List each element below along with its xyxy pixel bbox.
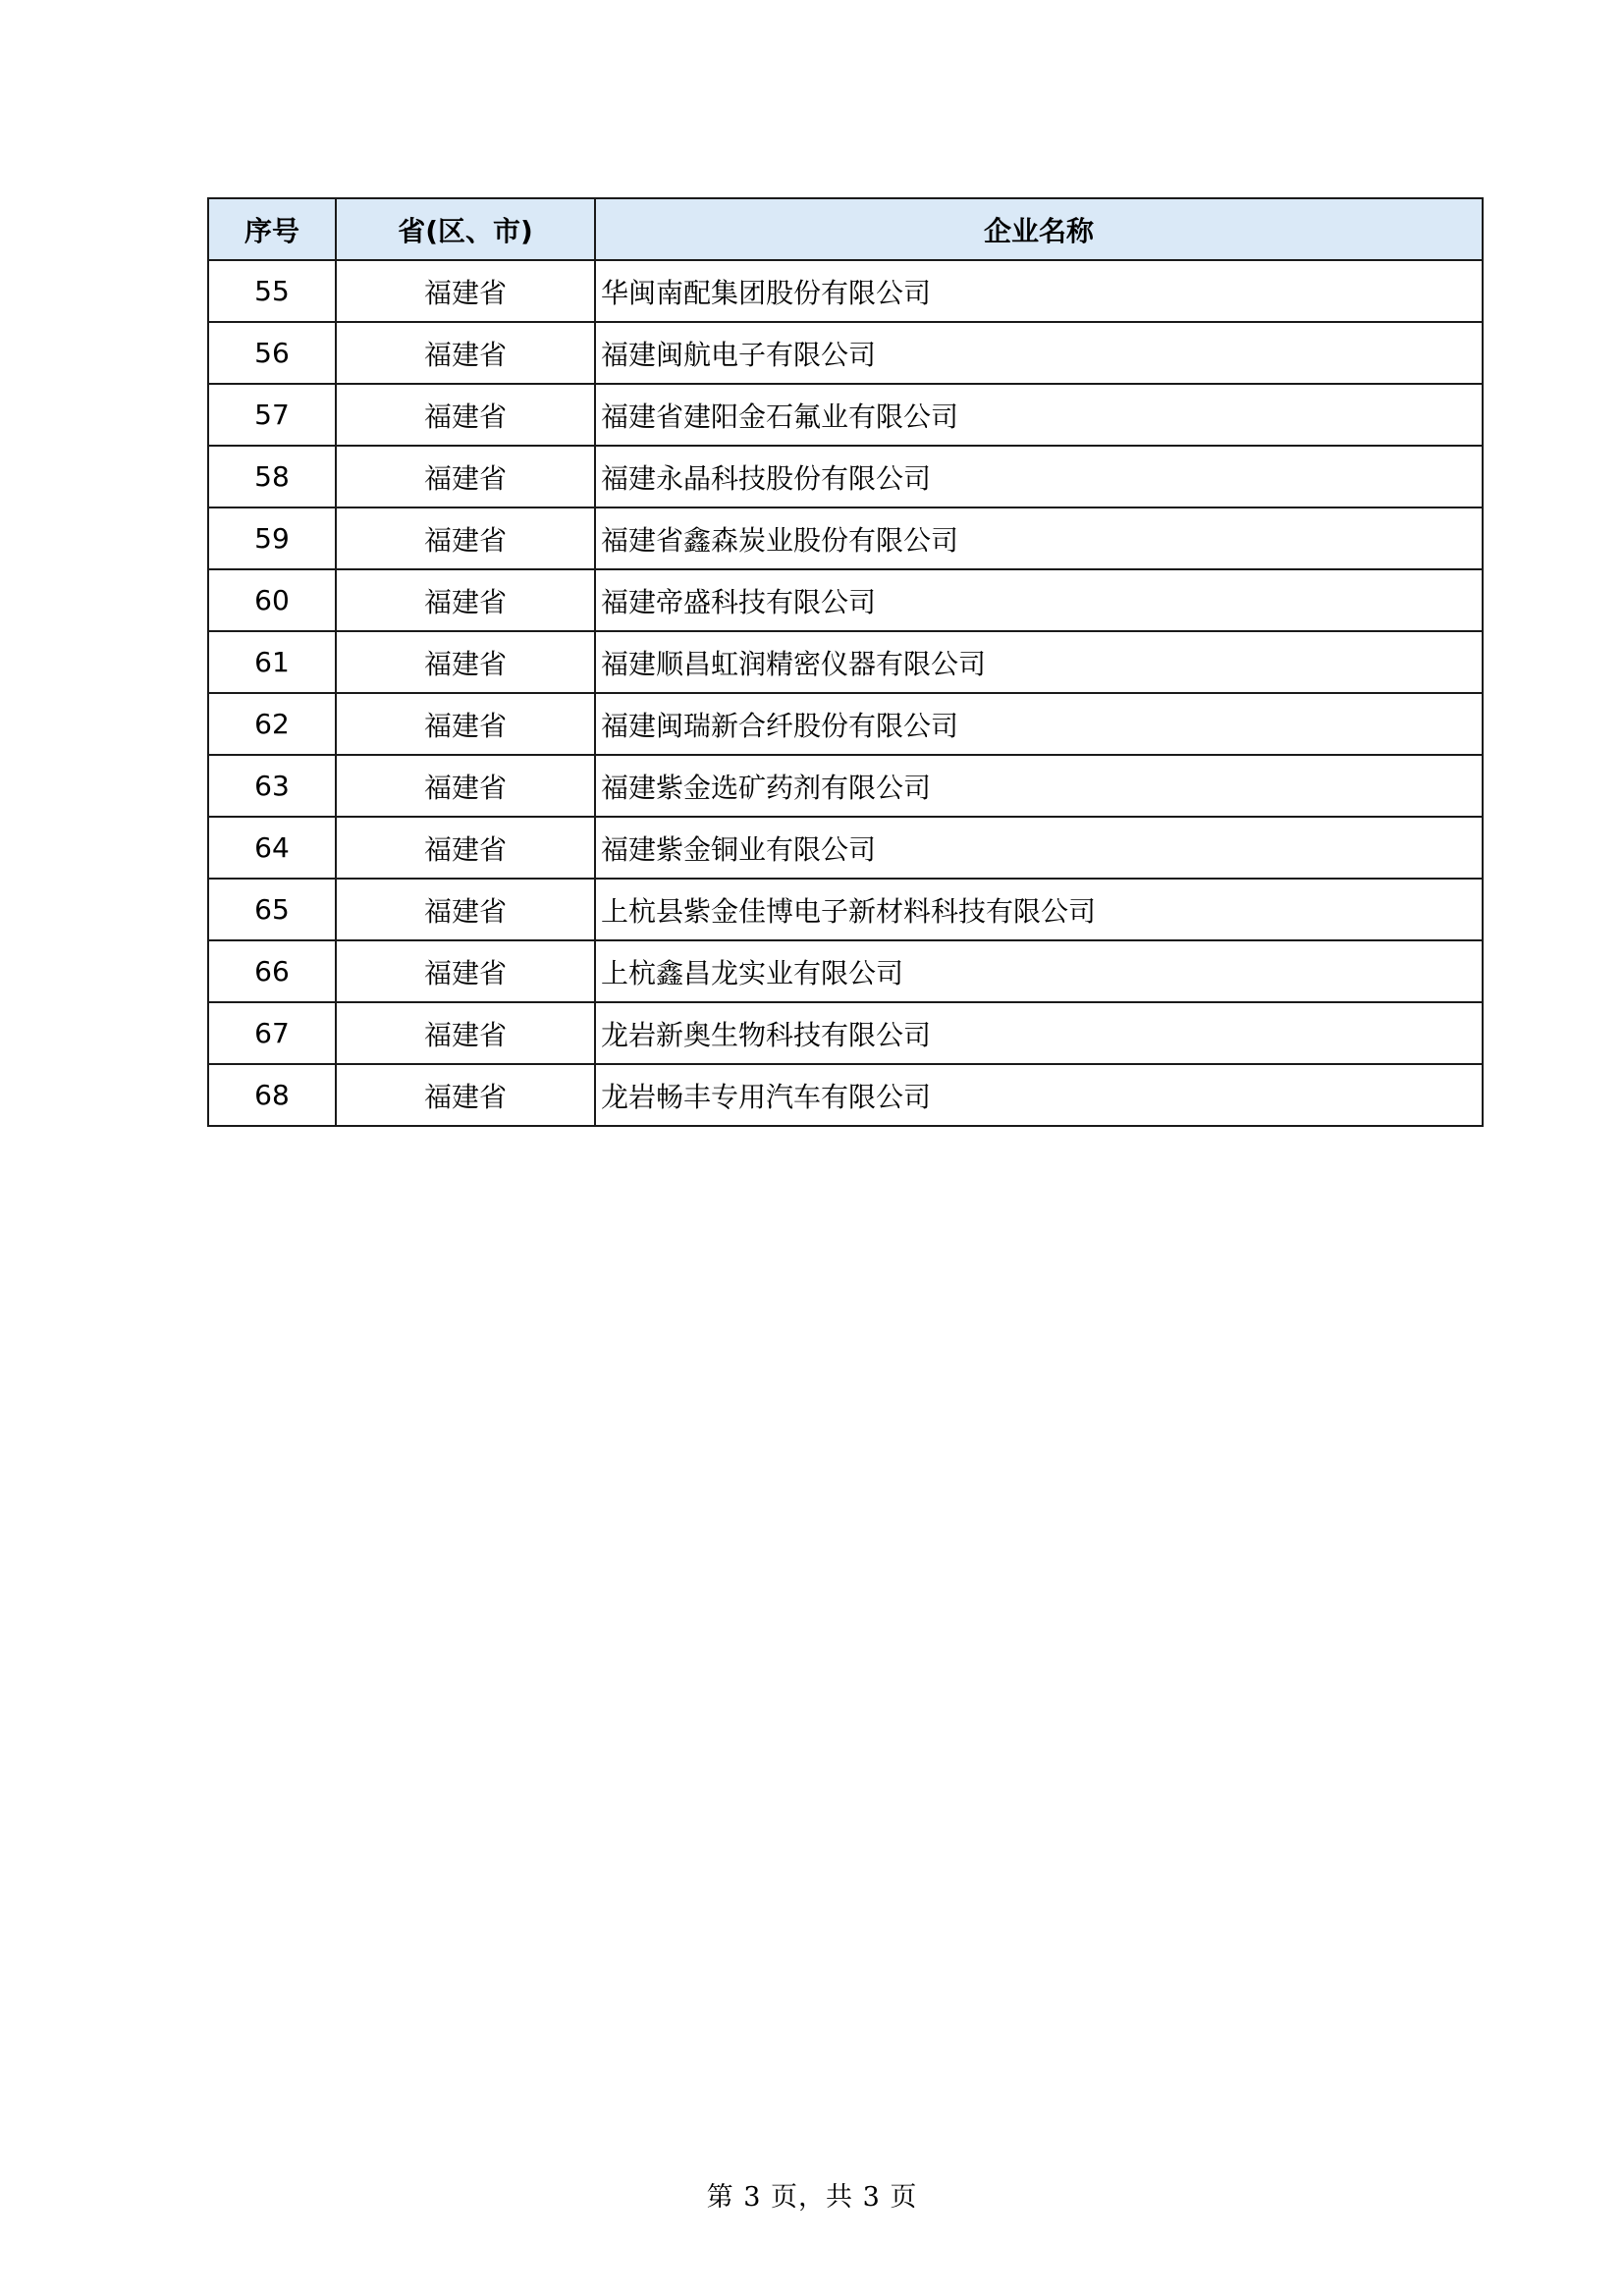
table-row: [208, 631, 1483, 693]
row-province: 福建省: [336, 260, 595, 322]
row-province: 福建省: [336, 446, 595, 507]
row-company: 龙岩畅丰专用汽车有限公司: [595, 1064, 1483, 1126]
table-row: [208, 569, 1483, 631]
row-company: 福建闽瑞新合纤股份有限公司: [595, 693, 1483, 755]
table-row: [208, 940, 1483, 1002]
table-row: [208, 507, 1483, 569]
company-table: [207, 197, 1484, 1127]
row-province: 福建省: [336, 631, 595, 693]
row-number: 56: [208, 322, 336, 384]
row-company: 福建紫金铜业有限公司: [595, 817, 1483, 879]
row-company: 福建顺昌虹润精密仪器有限公司: [595, 631, 1483, 693]
table-row: [208, 1002, 1483, 1064]
table-row: [208, 446, 1483, 507]
row-company: 福建紫金选矿药剂有限公司: [595, 755, 1483, 817]
table-row: [208, 755, 1483, 817]
table-row: [208, 322, 1483, 384]
row-number: 60: [208, 569, 336, 631]
row-company: 福建闽航电子有限公司: [595, 322, 1483, 384]
header-number: 序号: [208, 198, 336, 260]
table-row: [208, 384, 1483, 446]
row-province: 福建省: [336, 1064, 595, 1126]
row-number: 65: [208, 879, 336, 940]
row-province: 福建省: [336, 384, 595, 446]
row-company: 福建省建阳金石氟业有限公司: [595, 384, 1483, 446]
row-number: 67: [208, 1002, 336, 1064]
page-number-footer: 第 3 页，共 3 页: [706, 2182, 918, 2213]
row-company: 上杭县紫金佳博电子新材料科技有限公司: [595, 879, 1483, 940]
row-province: 福建省: [336, 940, 595, 1002]
row-number: 68: [208, 1064, 336, 1126]
row-province: 福建省: [336, 755, 595, 817]
row-number: 61: [208, 631, 336, 693]
row-company: 龙岩新奥生物科技有限公司: [595, 1002, 1483, 1064]
row-province: 福建省: [336, 879, 595, 940]
table-row: [208, 817, 1483, 879]
row-province: 福建省: [336, 1002, 595, 1064]
row-number: 57: [208, 384, 336, 446]
row-number: 55: [208, 260, 336, 322]
row-province: 福建省: [336, 322, 595, 384]
table-row: [208, 1064, 1483, 1126]
row-company: 上杭鑫昌龙实业有限公司: [595, 940, 1483, 1002]
row-province: 福建省: [336, 507, 595, 569]
row-number: 59: [208, 507, 336, 569]
row-number: 58: [208, 446, 336, 507]
row-number: 64: [208, 817, 336, 879]
row-province: 福建省: [336, 817, 595, 879]
header-province: 省(区、市): [336, 198, 595, 260]
table-row: [208, 693, 1483, 755]
row-province: 福建省: [336, 693, 595, 755]
row-province: 福建省: [336, 569, 595, 631]
table-header-row: [208, 198, 1483, 260]
row-company: 福建永晶科技股份有限公司: [595, 446, 1483, 507]
row-company: 福建帝盛科技有限公司: [595, 569, 1483, 631]
row-number: 62: [208, 693, 336, 755]
row-company: 华闽南配集团股份有限公司: [595, 260, 1483, 322]
row-number: 66: [208, 940, 336, 1002]
row-company: 福建省鑫森炭业股份有限公司: [595, 507, 1483, 569]
header-company: 企业名称: [595, 198, 1483, 260]
row-number: 63: [208, 755, 336, 817]
table-row: [208, 879, 1483, 940]
table-row: [208, 260, 1483, 322]
